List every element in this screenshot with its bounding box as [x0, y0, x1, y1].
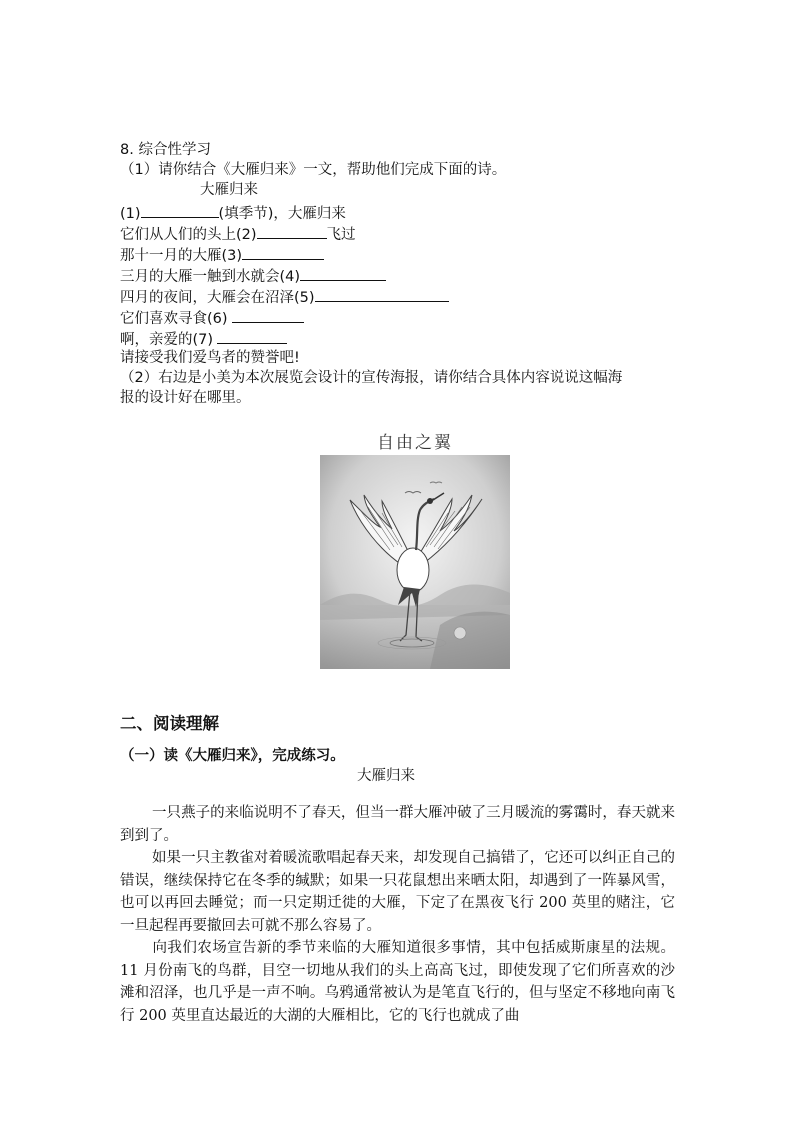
article-paragraph-2-text: 如果一只主教雀对着暖流歌唱起春天来，却发现自己搞错了，它还可以纠正自己的错误，继续保持它在冬季的缄默；如果一只花鼠想出来晒太阳，却遇到了一阵暴风雪，也可以再回去睡觉；而一只定期迁徙的大雁，下定了在黑夜飞行 200 英里的赌注，它一旦起程再要撤回去可就不那么容易了。 — [120, 850, 675, 934]
answer-blank-7[interactable] — [217, 328, 287, 344]
poem-line-4-pre: 三月的大雁一触到水就会(4) — [120, 269, 301, 285]
article-title: 大雁归来 — [357, 768, 415, 784]
answer-blank-4[interactable] — [300, 265, 386, 281]
poem-closing-line: 请接受我们爱鸟者的赞誉吧! — [120, 350, 300, 366]
article-paragraph-2 — [120, 847, 675, 937]
poem-line-4 — [120, 265, 386, 287]
section8-heading: 8. 综合性学习 — [120, 142, 211, 158]
article-paragraph-3-text: 向我们农场宣告新的季节来临的大雁知道很多事情，其中包括威斯康星的法规。11 月份南飞的鸟群，目空一切地从我们的头上高高飞过，即使发现了它们所喜欢的沙滩和沼泽，也几乎是一声不响。乌鸦通常被认为是笔直飞行的，但与坚定不移地向南飞行 200 英里直达最近的大湖的大雁相比，它的飞行也就成了曲 — [120, 940, 675, 1024]
poem-line-6 — [120, 307, 304, 329]
question1-prompt: （1）请你结合《大雁归来》一文，帮助他们完成下面的诗。 — [120, 162, 507, 178]
poem-line-1-pre: (1) — [120, 206, 141, 222]
poem-line-2 — [120, 223, 356, 245]
answer-blank-5[interactable] — [315, 286, 449, 302]
answer-blank-6[interactable] — [232, 307, 304, 323]
answer-blank-1[interactable] — [141, 202, 219, 218]
poem-line-5 — [120, 286, 449, 308]
section2-heading: 二、阅读理解 — [120, 714, 219, 733]
answer-blank-3[interactable] — [242, 244, 324, 260]
poem-line-1-post: (填季节)，大雁归来 — [218, 206, 346, 222]
poem-line-7 — [120, 328, 287, 350]
article-paragraph-1-text: 一只燕子的来临说明不了春天，但当一群大雁冲破了三月暖流的雾霭时，春天就来到到了。 — [120, 805, 675, 844]
poster-title: 自由之翼 — [377, 433, 453, 453]
poem-line-2-pre: 它们从人们的头上(2) — [120, 227, 257, 243]
poem-line-6-pre: 它们喜欢寻食(6) — [120, 311, 228, 327]
poem-line-7-pre: 啊，亲爱的(7) — [120, 332, 214, 348]
poem-line-3 — [120, 244, 324, 266]
poem-title: 大雁归来 — [200, 182, 258, 198]
question2-prompt-line2: 报的设计好在哪里。 — [120, 390, 251, 406]
article-paragraph-3 — [120, 937, 675, 1027]
poem-line-5-pre: 四月的夜间，大雁会在沼泽(5) — [120, 290, 315, 306]
poster-image — [320, 455, 510, 669]
poem-line-3-pre: 那十一月的大雁(3) — [120, 248, 243, 264]
poem-line-1 — [120, 202, 346, 224]
answer-blank-2[interactable] — [257, 223, 327, 239]
article-paragraph-1 — [120, 802, 675, 847]
crane-illustration — [320, 455, 510, 669]
reading-subheading: （一）读《大雁归来》，完成练习。 — [120, 747, 345, 764]
question2-prompt-line1: （2）右边是小美为本次展览会设计的宣传海报，请你结合具体内容说说这幅海 — [120, 370, 623, 386]
poem-line-2-post: 飞过 — [326, 227, 356, 243]
